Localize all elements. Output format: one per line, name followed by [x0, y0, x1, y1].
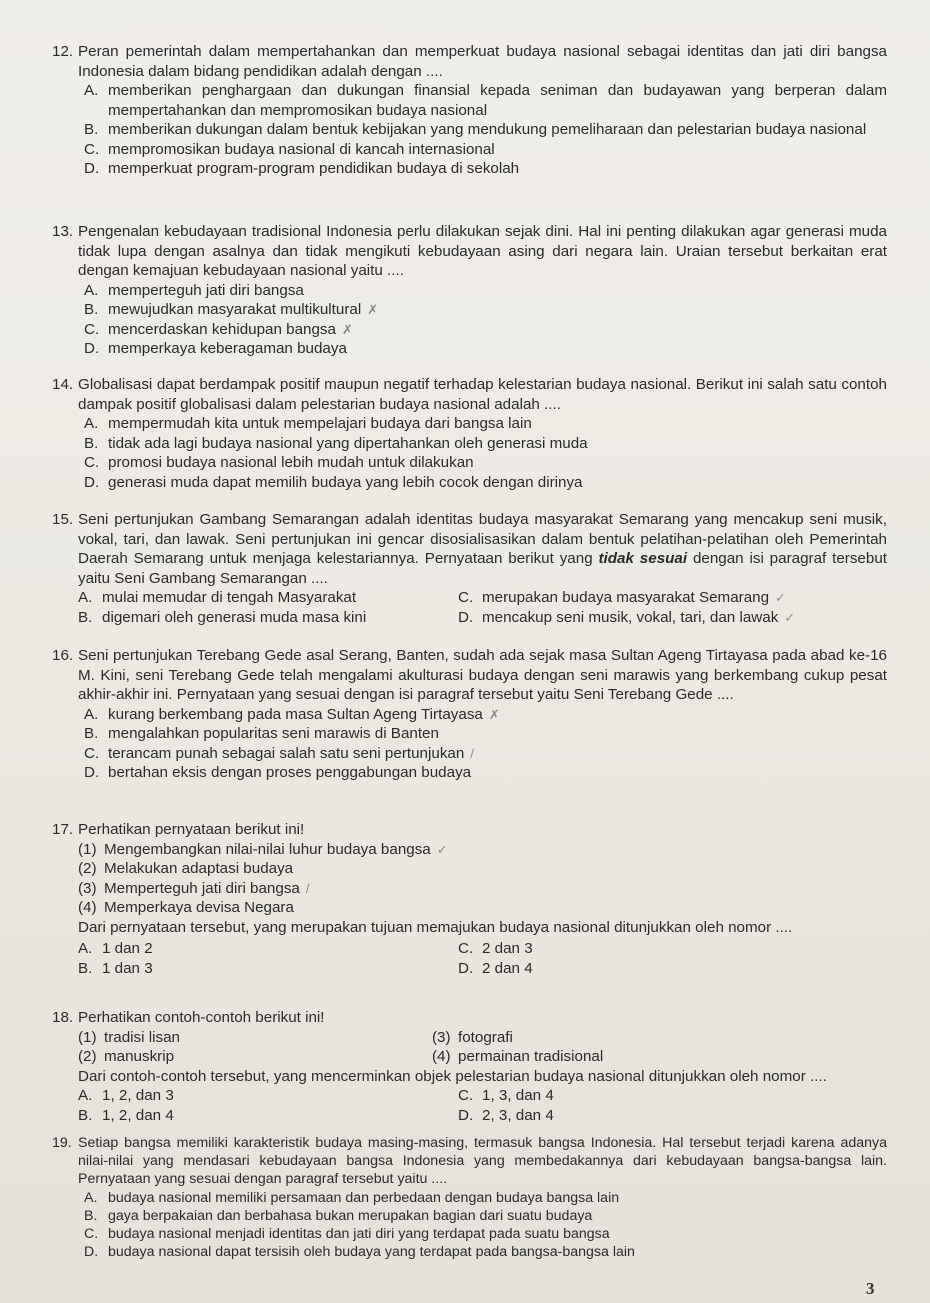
option-d[interactable]: D. generasi muda dapat memilih budaya yang lebih cocok dengan dirinya — [84, 473, 583, 491]
question-13 — [52, 222, 887, 359]
question-number: 18. — [52, 1009, 74, 1026]
question-number: 16. — [52, 647, 74, 664]
question-stem: Dari contoh-contoh tersebut, yang mencerminkan objek pelestarian budaya nasional ditunjukkan oleh nomor .... — [78, 1067, 827, 1085]
option-c[interactable]: C. budaya nasional menjadi identitas dan jati diri yang terdapat pada suatu bangsa — [84, 1226, 610, 1243]
option-c[interactable]: C. promosi budaya nasional lebih mudah untuk dilakukan — [84, 454, 474, 471]
question-17 — [52, 820, 887, 978]
question-stem: Globalisasi dapat berdampak positif maupun negatif terhadap kelestarian budaya nasional. Berikut ini salah satu contoh dampak positif globalisasi dalam pelestarian budaya nasional adalah .... — [78, 376, 887, 413]
check-mark-icon: ✓ — [436, 841, 448, 857]
option-b[interactable]: B. mengalahkan popularitas seni marawis di Banten — [84, 725, 439, 742]
option-d[interactable]: D. mencakup seni musik, vokal, tari, dan lawak ✓ — [458, 608, 796, 626]
list-item: (3) Memperteguh jati diri bangsa / — [78, 879, 310, 897]
question-14 — [52, 375, 887, 492]
option-a[interactable]: A. budaya nasional memiliki persamaan dan perbedaan dengan budaya bangsa lain — [84, 1189, 620, 1206]
statement-list — [78, 840, 887, 938]
cross-mark-icon: ✗ — [341, 321, 353, 337]
question-stem: Pengenalan kebudayaan tradisional Indonesia perlu dilakukan sejak dini. Hal ini penting dilakukan agar generasi muda tidak lupa dengan asalnya dan tidak mengikuti kebudayaan asing dari negara lain. Uraian tersebut berkaitan erat dengan kemajuan kebudayaan nasional yaitu .... — [78, 223, 887, 279]
question-18 — [52, 1008, 887, 1125]
list-item: (4) Memperkaya devisa Negara — [78, 899, 294, 916]
cross-mark-icon: ✗ — [488, 706, 500, 722]
option-c[interactable]: C. 2 dan 3 — [458, 940, 533, 957]
option-b[interactable]: B. tidak ada lagi budaya nasional yang dipertahankan oleh generasi muda — [84, 434, 588, 452]
option-a[interactable]: A. memberikan penghargaan dan dukungan finansial kepada seniman dan budayawan yang berperan dalam mempertahankan dan mempromosikan budaya nasional — [84, 82, 887, 119]
option-a[interactable]: A. mempermudah kita untuk mempelajari budaya dari bangsa lain — [84, 415, 532, 432]
option-d[interactable]: D. budaya nasional dapat tersisih oleh budaya yang terdapat pada bangsa-bangsa lain — [84, 1244, 635, 1261]
option-a[interactable]: A. 1 dan 2 — [78, 940, 153, 957]
emphasis-text: tidak sesuai — [598, 550, 688, 567]
option-d[interactable]: D. memperkaya keberagaman budaya — [84, 340, 347, 357]
option-a[interactable]: A. kurang berkembang pada masa Sultan Ageng Tirtayasa ✗ — [84, 705, 500, 723]
question-stem: Setiap bangsa memiliki karakteristik budaya masing-masing, termasuk bangsa Indonesia. Hal tersebut terjadi karena adanya nilai-nilai yang mendasari kebudayaan bangsa Indonesia yang membedakannya dari kebudayaan bangsa-bangsa lain. Pernyataan yang sesuai dengan paragraf tersebut yaitu .... — [78, 1135, 887, 1188]
question-number: 19. — [52, 1135, 72, 1151]
question-intro: Perhatikan pernyataan berikut ini! — [78, 821, 305, 838]
question-number: 17. — [52, 821, 74, 838]
option-d[interactable]: D. memperkuat program-program pendidikan budaya di sekolah — [84, 160, 520, 177]
question-stem: Dari pernyataan tersebut, yang merupakan tujuan memajukan budaya nasional ditunjukkan oleh nomor .... — [78, 918, 793, 936]
question-number: 12. — [52, 43, 74, 60]
cross-mark-icon: ✗ — [367, 302, 379, 317]
option-d[interactable]: D. 2 dan 4 — [458, 959, 533, 977]
option-a[interactable]: A. 1, 2, dan 3 — [78, 1087, 174, 1104]
question-15 — [52, 510, 887, 627]
check-mark-icon: ✓ — [784, 609, 796, 625]
list-item: (2) Melakukan adaptasi budaya — [78, 860, 294, 877]
question-number: 14. — [52, 376, 74, 393]
question-12 — [52, 42, 887, 179]
option-b[interactable]: B. memberikan dukungan dalam bentuk kebijakan yang mendukung pemeliharaan dan pelestarian budaya nasional — [84, 121, 867, 138]
option-b[interactable]: B. digemari oleh generasi muda masa kini — [78, 608, 367, 626]
option-c[interactable]: C. merupakan budaya masyarakat Semarang ✓ — [458, 589, 786, 606]
example-list — [78, 1028, 887, 1067]
option-b[interactable]: B. mewujudkan masyarakat multikultural ✗ — [84, 301, 379, 318]
check-mark-icon: / — [305, 880, 310, 896]
option-c[interactable]: C. 1, 3, dan 4 — [458, 1087, 554, 1104]
question-stem: Seni pertunjukan Gambang Semarangan adalah identitas budaya masyarakat Semarang yang mencakup seni musik, vokal, tari, dan lawak. Seni pertunjukan ini gencar disosialisasikan dalam bentuk pelatihan-pelatihan oleh Pemerintah Daerah Semarang untuk menjaga kelestariannya. Pernyataan berikut yang tidak sesuai dengan isi paragraf tersebut yaitu Seni Gambang Semarangan .... — [78, 511, 887, 587]
question-stem: Peran pemerintah dalam mempertahankan dan memperkuat budaya nasional sebagai identitas dan jati diri bangsa Indonesia dalam bidang pendidikan adalah dengan .... — [78, 43, 887, 80]
page-number: 3 — [866, 1279, 875, 1298]
option-a[interactable]: A. mulai memudar di tengah Masyarakat — [78, 589, 357, 606]
option-b[interactable]: B. 1 dan 3 — [78, 959, 153, 977]
list-item: (4) permainan tradisional — [432, 1048, 604, 1065]
option-b[interactable]: B. 1, 2, dan 4 — [78, 1106, 174, 1124]
list-item: (2) manuskrip — [78, 1048, 175, 1065]
question-19 — [52, 1134, 887, 1261]
list-item: (1) tradisi lisan — [78, 1028, 180, 1046]
option-d[interactable]: D. 2, 3, dan 4 — [458, 1106, 554, 1124]
option-b[interactable]: B. gaya berpakaian dan berbahasa bukan merupakan bagian dari suatu budaya — [84, 1207, 593, 1224]
question-intro: Perhatikan contoh-contoh berikut ini! — [78, 1009, 325, 1026]
option-c[interactable]: C. mencerdaskan kehidupan bangsa ✗ — [84, 320, 353, 338]
question-16 — [52, 646, 887, 783]
check-mark-icon: / — [470, 745, 474, 761]
option-a[interactable]: A. memperteguh jati diri bangsa — [84, 281, 304, 299]
question-number: 13. — [52, 223, 74, 240]
option-c[interactable]: C. mempromosikan budaya nasional di kancah internasional — [84, 140, 495, 158]
option-d[interactable]: D. bertahan eksis dengan proses penggabungan budaya — [84, 764, 472, 781]
list-item: (1) Mengembangkan nilai-nilai luhur budaya bangsa ✓ — [78, 840, 448, 858]
question-number: 15. — [52, 511, 74, 528]
question-stem: Seni pertunjukan Terebang Gede asal Serang, Banten, sudah ada sejak masa Sultan Ageng Tirtayasa pada abad ke-16 M. Kini, seni Terebang Gede telah mengalami akulturasi budaya dengan seni marawis yang berkembang cukup pesat akhir-akhir ini. Pernyataan yang sesuai dengan isi paragraf tersebut yaitu Seni Terebang Gede .... — [78, 647, 887, 703]
option-c[interactable]: C. terancam punah sebagai salah satu seni pertunjukan / — [84, 744, 474, 762]
check-mark-icon: ✓ — [775, 590, 786, 605]
list-item: (3) fotografi — [432, 1028, 513, 1046]
